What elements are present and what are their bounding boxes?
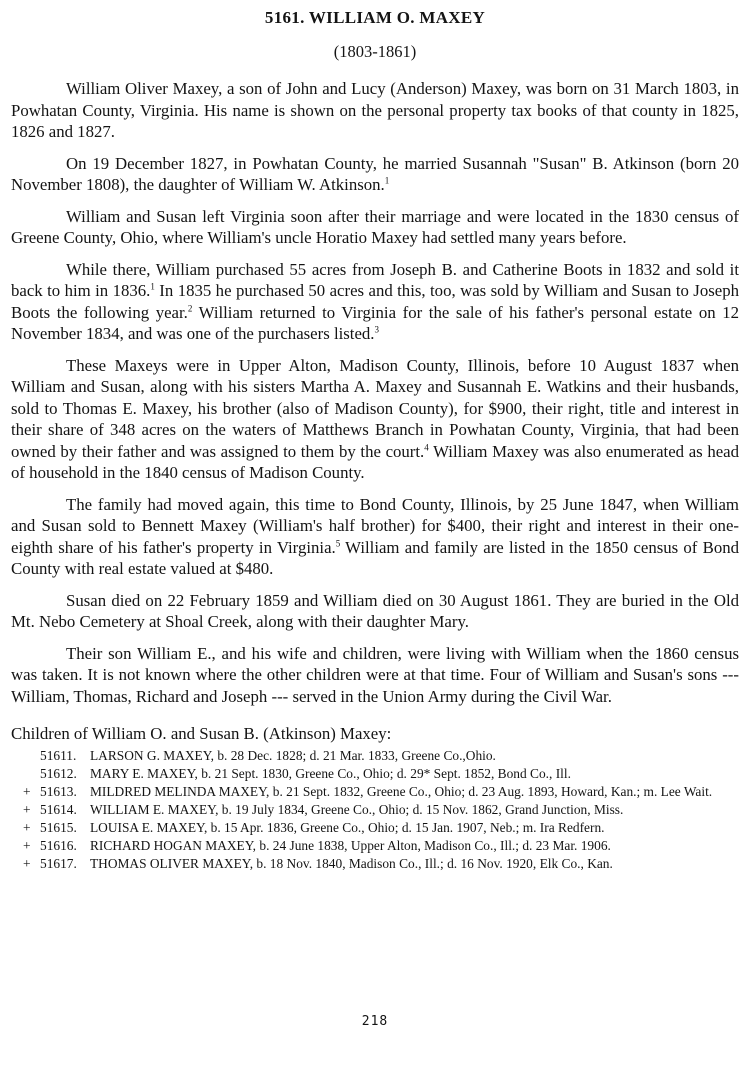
footnote-marker: 1 xyxy=(150,281,155,292)
child-entry xyxy=(11,819,739,836)
descendant-marker: + xyxy=(23,837,31,853)
page-title: 5161. WILLIAM O. MAXEY xyxy=(264,8,486,27)
descendant-marker: + xyxy=(23,819,31,835)
paragraph-text: Their son William E., and his wife and children, were living with William when the 1860 census was taken. It is not known where the other children were at that time. Four of William and Susan's sons --- William, Thomas, Richard and Joseph --- served in the Union Army during the Civil War. xyxy=(11,643,739,706)
child-number: 51614. xyxy=(40,801,77,817)
child-number: 51617. xyxy=(40,855,77,871)
child-details: LARSON G. MAXEY, b. 28 Dec. 1828; d. 21 Mar. 1833, Greene Co.,Ohio. xyxy=(90,747,496,763)
children-heading: Children of William O. and Susan B. (Atkinson) Maxey: xyxy=(11,724,392,743)
descendant-marker: + xyxy=(23,801,31,817)
footnote-marker: 3 xyxy=(374,324,379,335)
paragraph-text: Susan died on 22 February 1859 and William died on 30 August 1861. They are buried in the Old Mt. Nebo Cemetery at Shoal Creek, along with their daughter Mary. xyxy=(11,590,739,631)
child-details: LOUISA E. MAXEY, b. 15 Apr. 1836, Greene Co., Ohio; d. 15 Jan. 1907, Neb.; m. Ira Redfern. xyxy=(90,819,605,835)
paragraph-text: The family had moved again, this time to Bond County, Illinois, by 25 June 1847, when William and Susan sold to Bennett Maxey (William's half brother) for $400, their right and interest in their one-eighth share of his father's property in Virginia. xyxy=(11,494,739,557)
child-number: 51616. xyxy=(40,837,77,853)
child-number: 51612. xyxy=(40,765,77,781)
footnote-marker: 1 xyxy=(384,175,390,186)
paragraph-text: On 19 December 1827, in Powhatan County, he married Susannah "Susan" B. Atkinson (born 20 November 1808), the daughter of William W. Atkinson. xyxy=(11,153,739,194)
child-entry xyxy=(11,855,739,872)
child-details: MILDRED MELINDA MAXEY, b. 21 Sept. 1832, Greene Co., Ohio; d. 23 Aug. 1893, Howard, Kan.; m. Lee Wait. xyxy=(90,783,713,799)
narrative-body xyxy=(11,78,739,707)
paragraph-text: These Maxeys were in Upper Alton, Madison County, Illinois, before 10 August 1837 when William and Susan, along with his sisters Martha A. Maxey and Susannah E. Watkins and their husbands, sold to Thomas E. Maxey, his brother (also of Madison County), for $900, their right, title and interest in their share of 348 acres on the waters of Matthews Branch in Powhatan County, Virginia, that had been owned by their father and was assigned to them by the court. xyxy=(11,355,739,461)
child-entry xyxy=(11,783,739,800)
paragraph-text: William returned to Virginia for the sale of his father's personal estate on 12 November 1834, and was one of the purchasers listed. xyxy=(11,302,739,343)
paragraph-text: While there, William purchased 55 acres from Joseph B. and Catherine Boots in 1832 and sold it back to him in 1836. xyxy=(11,259,739,300)
child-number: 51613. xyxy=(40,783,77,799)
paragraph xyxy=(11,643,739,708)
paragraph xyxy=(11,78,739,143)
paragraph xyxy=(11,494,739,580)
paragraph xyxy=(11,355,739,484)
footnote-marker: 2 xyxy=(187,302,193,313)
paragraph xyxy=(11,590,739,633)
page-number: 218 xyxy=(361,1014,389,1029)
footnote-marker: 5 xyxy=(335,537,341,548)
child-details: WILLIAM E. MAXEY, b. 19 July 1834, Greene Co., Ohio; d. 15 Nov. 1862, Grand Junction, Miss. xyxy=(90,801,624,817)
descendant-marker: + xyxy=(23,783,31,799)
child-entry xyxy=(11,837,739,854)
child-entry xyxy=(11,747,739,764)
footnote-marker: 4 xyxy=(424,441,429,452)
life-dates: (1803-1861) xyxy=(333,42,417,61)
paragraph xyxy=(11,153,739,196)
paragraph-text: William Maxey was also enumerated as head of household in the 1840 census of Madison County. xyxy=(11,441,739,482)
child-entry xyxy=(11,801,739,818)
paragraph-text: William and Susan left Virginia soon after their marriage and were located in the 1830 census of Greene County, Ohio, where William's uncle Horatio Maxey had settled many years before. xyxy=(11,206,739,247)
child-number: 51611. xyxy=(40,747,77,763)
paragraph xyxy=(11,259,739,345)
child-details: THOMAS OLIVER MAXEY, b. 18 Nov. 1840, Madison Co., Ill.; d. 16 Nov. 1920, Elk Co., Kan. xyxy=(90,855,613,871)
child-details: RICHARD HOGAN MAXEY, b. 24 June 1838, Upper Alton, Madison Co., Ill.; d. 23 Mar. 1906. xyxy=(90,837,611,853)
child-number: 51615. xyxy=(40,819,77,835)
children-list xyxy=(11,747,739,872)
paragraph-text: In 1835 he purchased 50 acres and this, too, was sold by William and Susan to Joseph Boots the following year. xyxy=(11,281,739,322)
paragraph-text: William and family are listed in the 1850 census of Bond County with real estate valued at $480. xyxy=(11,537,739,578)
descendant-marker: + xyxy=(23,855,31,871)
paragraph xyxy=(11,206,739,249)
child-entry xyxy=(11,765,739,782)
paragraph-text: William Oliver Maxey, a son of John and Lucy (Anderson) Maxey, was born on 31 March 1803, in Powhatan County, Virginia. His name is shown on the personal property tax books of that county in 1825, 1826 and 1827. xyxy=(11,79,739,141)
document-page xyxy=(11,0,739,873)
child-details: MARY E. MAXEY, b. 21 Sept. 1830, Greene Co., Ohio; d. 29* Sept. 1852, Bond Co., Ill. xyxy=(90,765,571,781)
